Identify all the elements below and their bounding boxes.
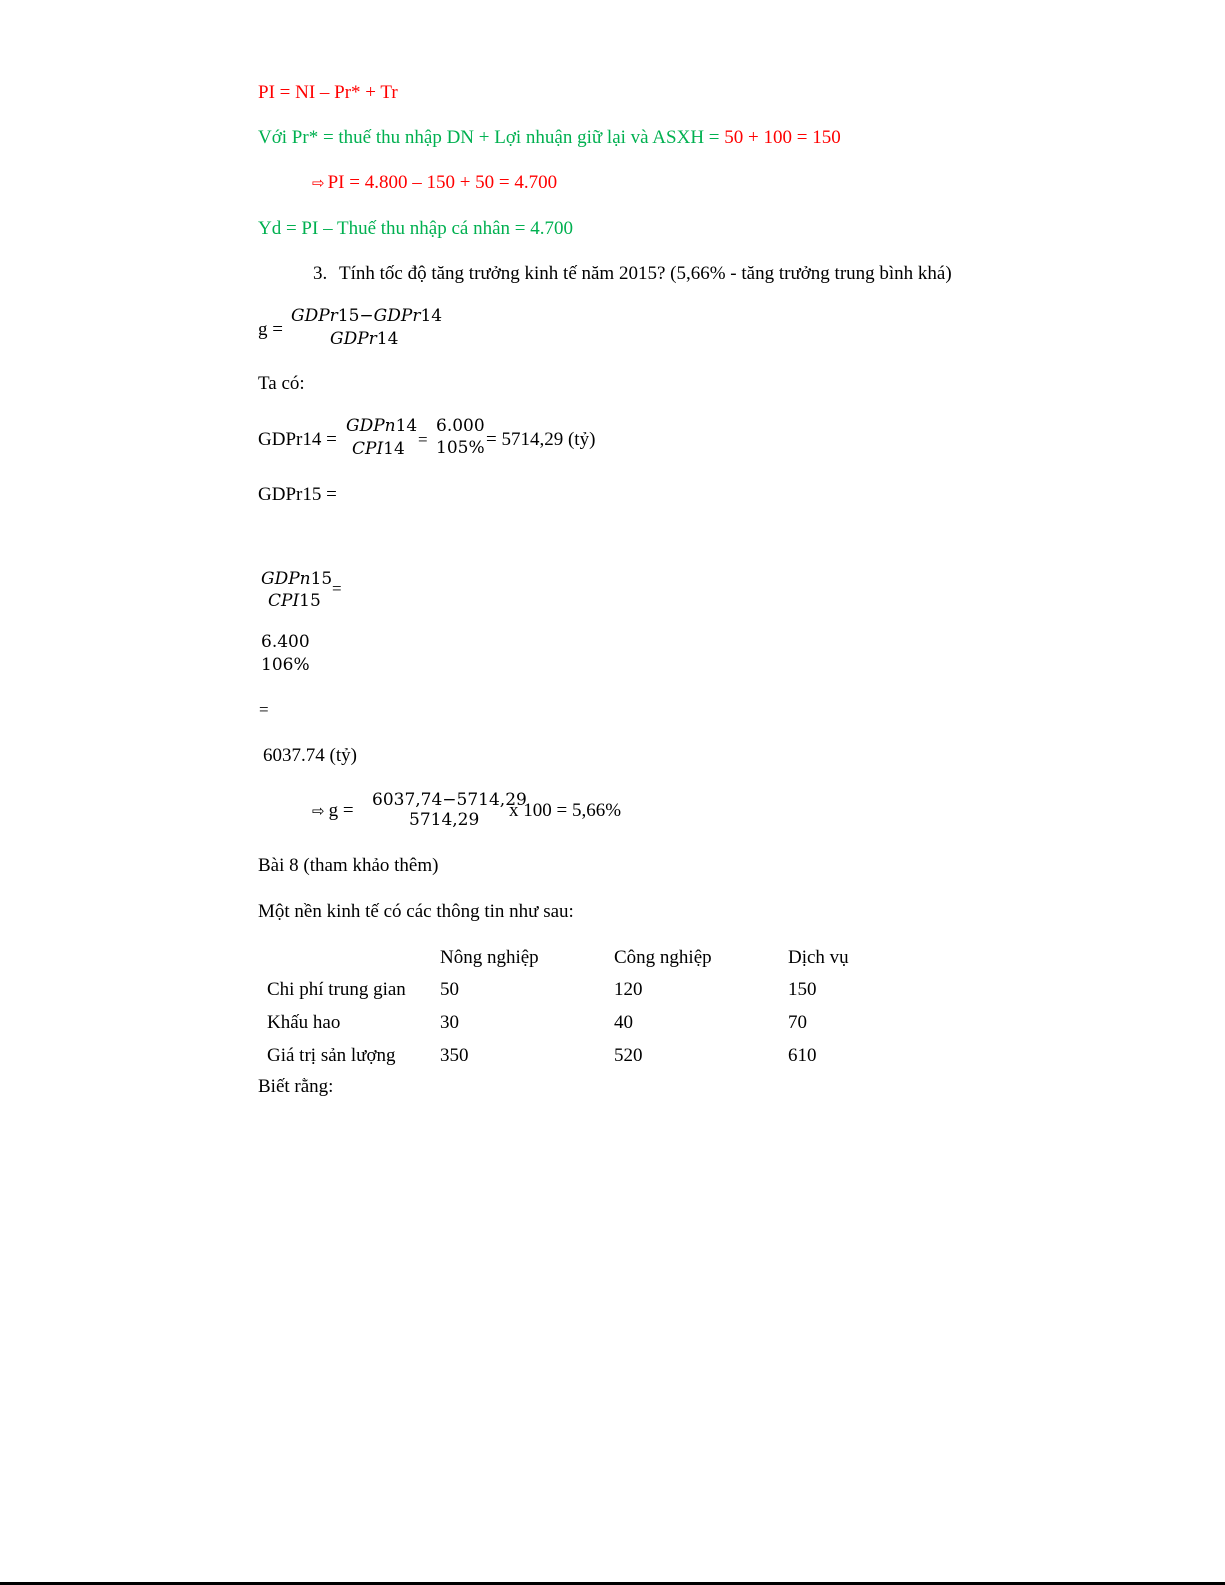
pi-definition: PI = NI – Pr* + Tr (258, 82, 398, 103)
gdpr14-frac-num (346, 418, 417, 435)
table-cell: 30 (440, 1012, 459, 1033)
gdpr15-eq: = (332, 579, 342, 598)
table-cell: 610 (788, 1045, 817, 1066)
pr-definition (258, 128, 841, 147)
yd-formula: Yd = PI – Thuế thu nhập cá nhân = 4.700 (258, 218, 574, 239)
g-denominator (330, 331, 398, 348)
table-cell: 150 (788, 979, 817, 1000)
g-num-index-b: 14 (420, 306, 443, 326)
g-den-index: 14 (376, 329, 399, 349)
table-header-services: Dịch vụ (788, 947, 849, 968)
g-result-line (312, 801, 354, 820)
gdpr15-num2: 6.400 (261, 632, 310, 652)
bai8-intro: Một nền kinh tế có các thông tin như sau: (258, 901, 574, 922)
gdpr14-eq: = (418, 430, 428, 449)
table-cell: 40 (614, 1012, 633, 1033)
gdpr14-num-index: 14 (395, 416, 418, 436)
table-row-label: Khấu hao (267, 1012, 341, 1033)
gdpr15-eq2: = (259, 700, 269, 719)
gdpr14-lhs: GDPr14 = (258, 429, 337, 450)
table-cell: 70 (788, 1012, 807, 1033)
gdpr14-num-var: GDPn (346, 416, 396, 436)
gdpr15-lhs: GDPr15 = (258, 484, 337, 505)
table-cell: 120 (614, 979, 643, 1000)
gdpr15-frac-den (268, 593, 321, 610)
bai8-footer: Biết rằng: (258, 1076, 334, 1097)
gdpr14-frac-den (352, 441, 405, 458)
question-3-number: 3. (313, 263, 328, 284)
g-numerator (291, 308, 442, 325)
bai8-title: Bài 8 (tham khảo thêm) (258, 855, 439, 876)
right-arrow-icon: ⇨ (312, 802, 325, 820)
gdpr15-den-var: CPI (268, 591, 300, 611)
ta-co: Ta có: (258, 373, 305, 394)
gdpr14-den-index: 14 (383, 439, 405, 459)
gdpr14-den-var: CPI (352, 439, 384, 459)
g-num-var-b: GDPr (373, 306, 421, 326)
table-cell: 50 (440, 979, 459, 1000)
g-minus: − (359, 306, 374, 326)
right-arrow-icon: ⇨ (312, 174, 325, 192)
g-result-num: 6037,74−5714,29 (372, 790, 527, 810)
g-num-index-a: 15 (337, 306, 360, 326)
g-den-var: GDPr (330, 329, 377, 349)
table-header-agriculture: Nông nghiệp (440, 947, 539, 968)
gdpr15-num-var: GDPn (261, 569, 311, 589)
gdpr14-num2: 6.000 (436, 416, 485, 436)
g-result-rest: x 100 = 5,66% (509, 800, 622, 821)
gdpr15-den-index: 15 (299, 591, 321, 611)
g-lhs: g = (258, 319, 283, 340)
g-result-lhs: g = (328, 800, 354, 821)
question-3-text: Tính tốc độ tăng trưởng kinh tế năm 2015? (5,66% - tăng trưởng trung bình khá) (339, 263, 952, 284)
table-row-label: Chi phí trung gian (267, 979, 406, 1000)
pr-label: Với Pr* = thuế thu nhập DN + Lợi nhuận giữ lại và ASXH = (258, 127, 725, 148)
pi-result: PI = 4.800 – 150 + 50 = 4.700 (327, 172, 558, 193)
gdpr15-den2: 106% (261, 655, 310, 675)
gdpr14-result: = 5714,29 (tỷ) (486, 429, 596, 450)
table-row-label: Giá trị sản lượng (267, 1045, 396, 1066)
pr-value: 50 + 100 = 150 (724, 127, 841, 148)
gdpr15-frac-num (261, 571, 332, 588)
gdpr15-result: 6037.74 (tỷ) (263, 745, 357, 766)
gdpr15-num-index: 15 (310, 569, 333, 589)
g-result-den: 5714,29 (409, 810, 480, 830)
table-header-industry: Công nghiệp (614, 947, 712, 968)
g-num-var-a: GDPr (291, 306, 338, 326)
gdpr14-den2: 105% (436, 438, 485, 458)
pi-result-line (312, 173, 557, 192)
table-cell: 520 (614, 1045, 643, 1066)
table-cell: 350 (440, 1045, 469, 1066)
